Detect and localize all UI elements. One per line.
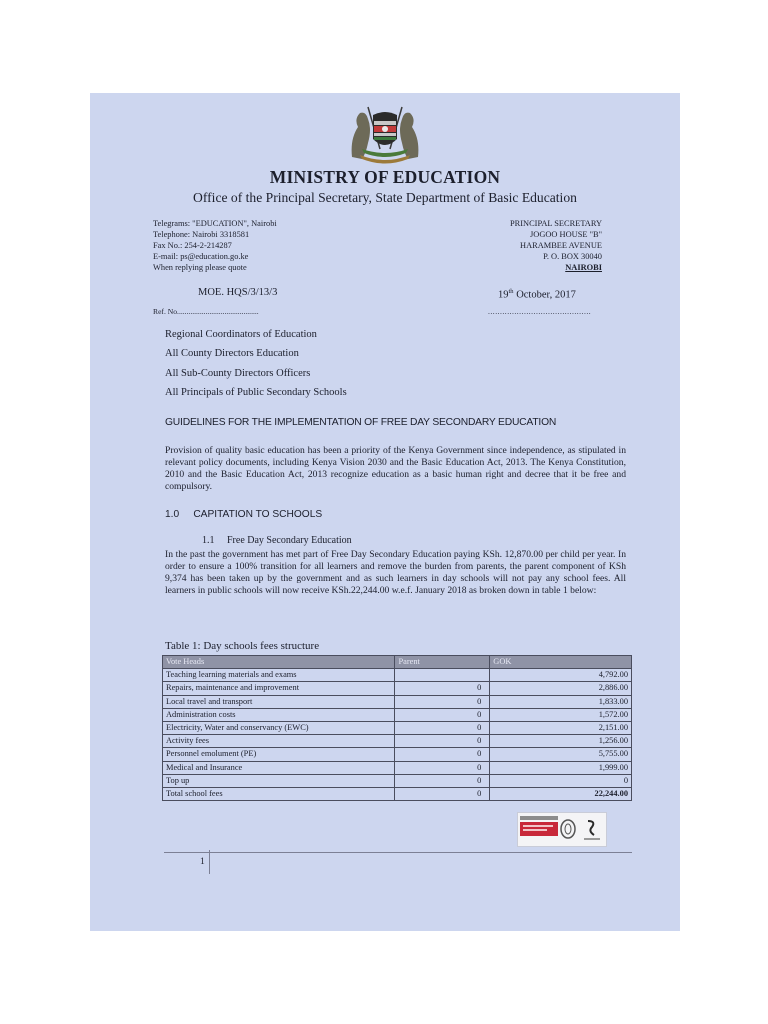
- address-block: [510, 218, 602, 273]
- recipients-list: [165, 325, 347, 402]
- vote-head-cell: Total school fees: [163, 788, 395, 801]
- table-row: [163, 774, 632, 787]
- vote-head-cell: Personnel emolument (PE): [163, 748, 395, 761]
- gok-cell: 2,151.00: [490, 722, 632, 735]
- parent-cell: 0: [395, 774, 490, 787]
- table-row: [163, 748, 632, 761]
- gok-cell: 5,755.00: [490, 748, 632, 761]
- reference-number: MOE. HQS/3/13/3: [198, 287, 278, 298]
- parent-cell: 0: [395, 708, 490, 721]
- gok-cell: 0: [490, 774, 632, 787]
- parent-cell: 0: [395, 695, 490, 708]
- vote-head-cell: Activity fees: [163, 735, 395, 748]
- table-row: [163, 695, 632, 708]
- gok-cell: 1,999.00: [490, 761, 632, 774]
- date-dots: ...........................................: [488, 307, 592, 316]
- contact-telephone: Telephone: Nairobi 3318581: [153, 230, 250, 240]
- vote-head-cell: Local travel and transport: [163, 695, 395, 708]
- vote-head-cell: Top up: [163, 774, 395, 787]
- certification-logo-icon: [517, 812, 607, 847]
- table-total-row: [163, 788, 632, 801]
- parent-cell: 0: [395, 761, 490, 774]
- office-subtitle: Office of the Principal Secretary, State Department of Basic Education: [193, 190, 577, 205]
- table-row: [163, 735, 632, 748]
- column-header: Vote Heads: [163, 656, 395, 669]
- page-number: 1: [200, 857, 205, 867]
- vote-head-cell: Teaching learning materials and exams: [163, 669, 395, 682]
- subject-heading: GUIDELINES FOR THE IMPLEMENTATION OF FREE DAY SECONDARY EDUCATION: [165, 417, 557, 428]
- column-header: GOK: [490, 656, 632, 669]
- subsection-heading: 1.1 Free Day Secondary Education: [202, 535, 352, 546]
- intro-paragraph: Provision of quality basic education has been a priority of the Kenya Government since independence, as stipulated in relevant policy documents, including Kenya Vision 2030 and the Basic Education Act, 2013. The Kenya Constitution, 2010 and the Basic Education Act, 2013 recognize education as a basic human right and decree that it be free and compulsory.: [165, 445, 626, 492]
- address-line: JOGOO HOUSE "B": [530, 230, 602, 240]
- parent-cell: 0: [395, 788, 490, 801]
- fees-table: [162, 655, 632, 801]
- letter-date: 19th October, 2017: [498, 288, 576, 301]
- vote-head-cell: Electricity, Water and conservancy (EWC): [163, 722, 395, 735]
- contact-quote-note: When replying please quote: [153, 263, 247, 273]
- column-header: Parent: [395, 656, 490, 669]
- contact-block: [153, 218, 277, 273]
- vote-head-cell: Administration costs: [163, 708, 395, 721]
- recipient: All Sub-County Directors Officers: [165, 367, 311, 379]
- parent-cell: 0: [395, 722, 490, 735]
- vote-head-cell: Medical and Insurance: [163, 761, 395, 774]
- footer-vertical-divider: [209, 850, 210, 874]
- table-row: [163, 761, 632, 774]
- contact-fax: Fax No.: 254-2-214287: [153, 241, 232, 251]
- gok-cell: 1,833.00: [490, 695, 632, 708]
- gok-cell: 2,886.00: [490, 682, 632, 695]
- address-line: P. O. BOX 30040: [543, 252, 602, 262]
- table-row: [163, 722, 632, 735]
- table-caption: Table 1: Day schools fees structure: [165, 640, 320, 652]
- vote-head-cell: Repairs, maintenance and improvement: [163, 682, 395, 695]
- table-row: [163, 708, 632, 721]
- parent-cell: 0: [395, 682, 490, 695]
- capitation-paragraph: In the past the government has met part of Free Day Secondary Education paying KSh. 12,870.00 per child per year. In order to ensure a 100% transition for all learners and remove the burden from parents, the parent component of KSh 9,374 has been taken up by the government and as such learners in day schools will not pay any school fees. All learners in public schools will now receive KSh.22,244.00 w.e.f. January 2018 as broken down in table 1 below:: [165, 549, 626, 596]
- gok-cell: 4,792.00: [490, 669, 632, 682]
- ref-label: Ref. No...........................................: [153, 307, 259, 316]
- contact-email: E-mail: ps@education.go.ke: [153, 252, 249, 262]
- address-city: NAIROBI: [565, 263, 602, 273]
- recipient: All County Directors Education: [165, 348, 299, 360]
- gok-cell: 1,572.00: [490, 708, 632, 721]
- parent-cell: 0: [395, 735, 490, 748]
- parent-cell: 0: [395, 748, 490, 761]
- footer-divider: [164, 852, 632, 853]
- recipient: Regional Coordinators of Education: [165, 329, 317, 340]
- table-row: [163, 682, 632, 695]
- letter-page: [90, 93, 680, 931]
- address-line: PRINCIPAL SECRETARY: [509, 219, 602, 228]
- section-heading: 1.0 CAPITATION TO SCHOOLS: [165, 509, 323, 520]
- ministry-title: MINISTRY OF EDUCATION: [269, 167, 501, 187]
- parent-cell: [395, 669, 490, 682]
- kenya-coat-of-arms-icon: [346, 99, 424, 165]
- contact-telegrams: Telegrams: "EDUCATION", Nairobi: [153, 219, 277, 228]
- gok-cell: 1,256.00: [490, 735, 632, 748]
- address-line: HARAMBEE AVENUE: [520, 241, 602, 251]
- table-header-row: [163, 656, 632, 669]
- table-row: [163, 669, 632, 682]
- recipient: All Principals of Public Secondary Schools: [165, 386, 347, 398]
- gok-total-cell: 22,244.00: [490, 788, 632, 801]
